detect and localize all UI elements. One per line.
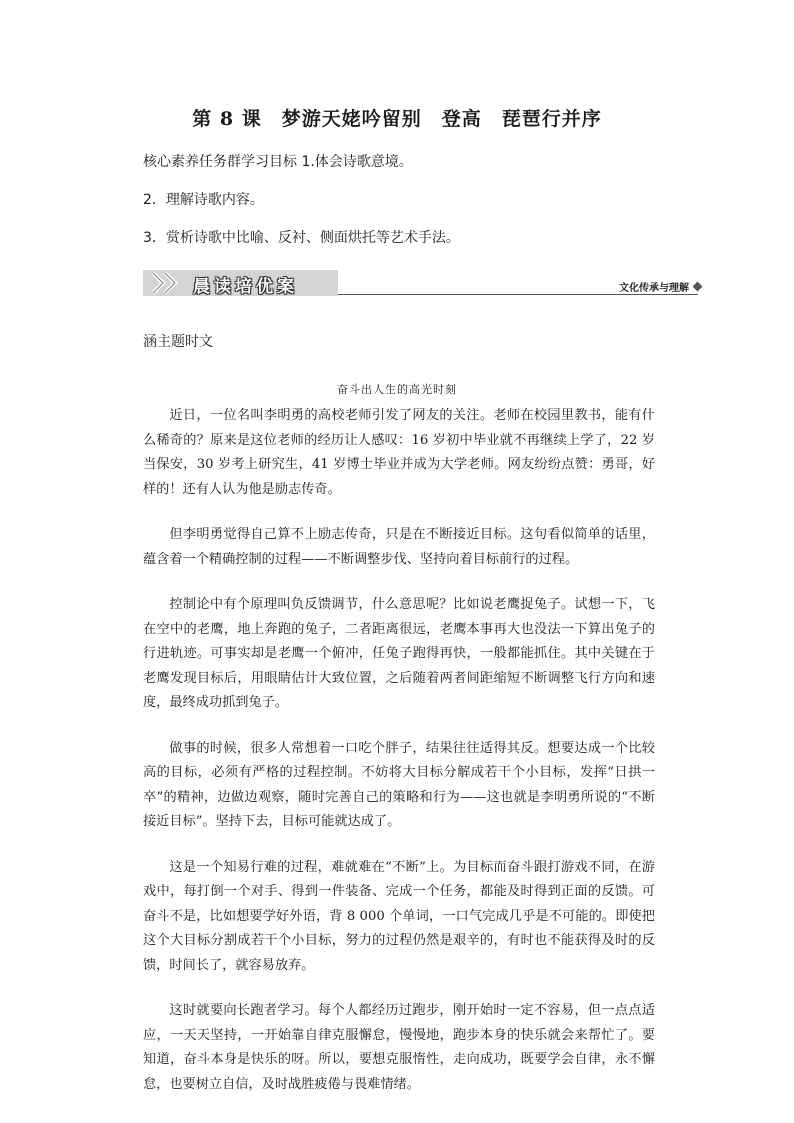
objective-line: 2．理解诗歌内容。 — [143, 192, 264, 208]
section-label: 涵主题时文 — [143, 334, 213, 350]
essay-title: 奋斗出人生的高光时刻 — [337, 383, 457, 396]
diamond-icon — [693, 282, 703, 292]
banner-label: 晨读培优案 — [193, 277, 298, 297]
banner-divider — [338, 294, 698, 295]
essay-paragraph: 近日，一位名叫李明勇的高校老师引发了网友的关注。老师在校园里教书，能有什么稀奇的？原来是这位老师的经历让人感叹：16 岁初中毕业就不再继续上学了，22 岁当保安，30 岁考上研究生，41 岁博士毕业并成为大学老师。网友纷纷点赞：勇哥，好样的！还有人认为他是励志传奇。 — [143, 408, 655, 497]
learning-objectives — [143, 152, 663, 266]
essay-paragraph: 这时就要向长跑者学习。每个人都经历过跑步，刚开始时一定不容易，但一点点适应，一天天坚持，一开始靠自律克服懈怠，慢慢地，跑步本身的快乐就会来帮忙了。要知道，奋斗本身是快乐的呀。所以，要想克服惰性，走向成功，既要学会自律，永不懈怠，也要树立自信，及时战胜疲倦与畏难情绪。 — [143, 1003, 655, 1092]
essay-body — [143, 404, 655, 1118]
essay-paragraph: 做事的时候，很多人常想着一口吃个胖子，结果往往适得其反。想要达成一个比较高的目标，必须有严格的过程控制。不妨将大目标分解成若干个小目标，发挥“日拱一卒”的精神，边做边观察，随时完善自己的策略和行为——这也就是李明勇所说的“不断接近目标”。坚持下去，目标可能就达成了。 — [143, 740, 655, 829]
objective-line: 核心素养任务群学习目标 1.体会诗歌意境。 — [143, 154, 413, 170]
essay-paragraph: 这是一个知易行难的过程，难就难在“不断”上。为目标而奋斗跟打游戏不同，在游戏中，每打倒一个对手、得到一件装备、完成一个任务，都能及时得到正面的反馈。可奋斗不是，比如想要学好外语，背 8 000 个单词，一口气完成几乎是不可能的。即使把这个大目标分割成若干个小目标，努力的过程仍然是艰辛的，有时也不能获得及时的反馈，时间长了，就容易放弃。 — [143, 859, 655, 973]
double-chevron-icon — [147, 270, 183, 296]
banner-category: 文化传承与理解 — [619, 283, 689, 294]
section-banner — [143, 270, 703, 296]
objective-line: 3．赏析诗歌中比喻、反衬、侧面烘托等艺术手法。 — [143, 230, 460, 246]
essay-paragraph: 控制论中有个原理叫负反馈调节，什么意思呢？比如说老鹰捉兔子。试想一下，飞在空中的老鹰，地上奔跑的兔子，二者距离很远，老鹰本事再大也没法一下算出兔子的行进轨迹。可事实却是老鹰一个俯冲，任兔子跑得再快，一般都能抓住。其中关键在于老鹰发现目标后，用眼睛估计大致位置，之后随着两者间距缩短不断调整飞行方向和速度，最终成功抓到兔子。 — [143, 597, 655, 710]
essay-paragraph: 但李明勇觉得自己算不上励志传奇，只是在不断接近目标。这句看似简单的话里，蕴含着一个精确控制的过程——不断调整步伐、坚持向着目标前行的过程。 — [143, 527, 655, 567]
lesson-title: 第 8 课 梦游天姥吟留别 登高 琵琶行并序 — [192, 108, 602, 130]
